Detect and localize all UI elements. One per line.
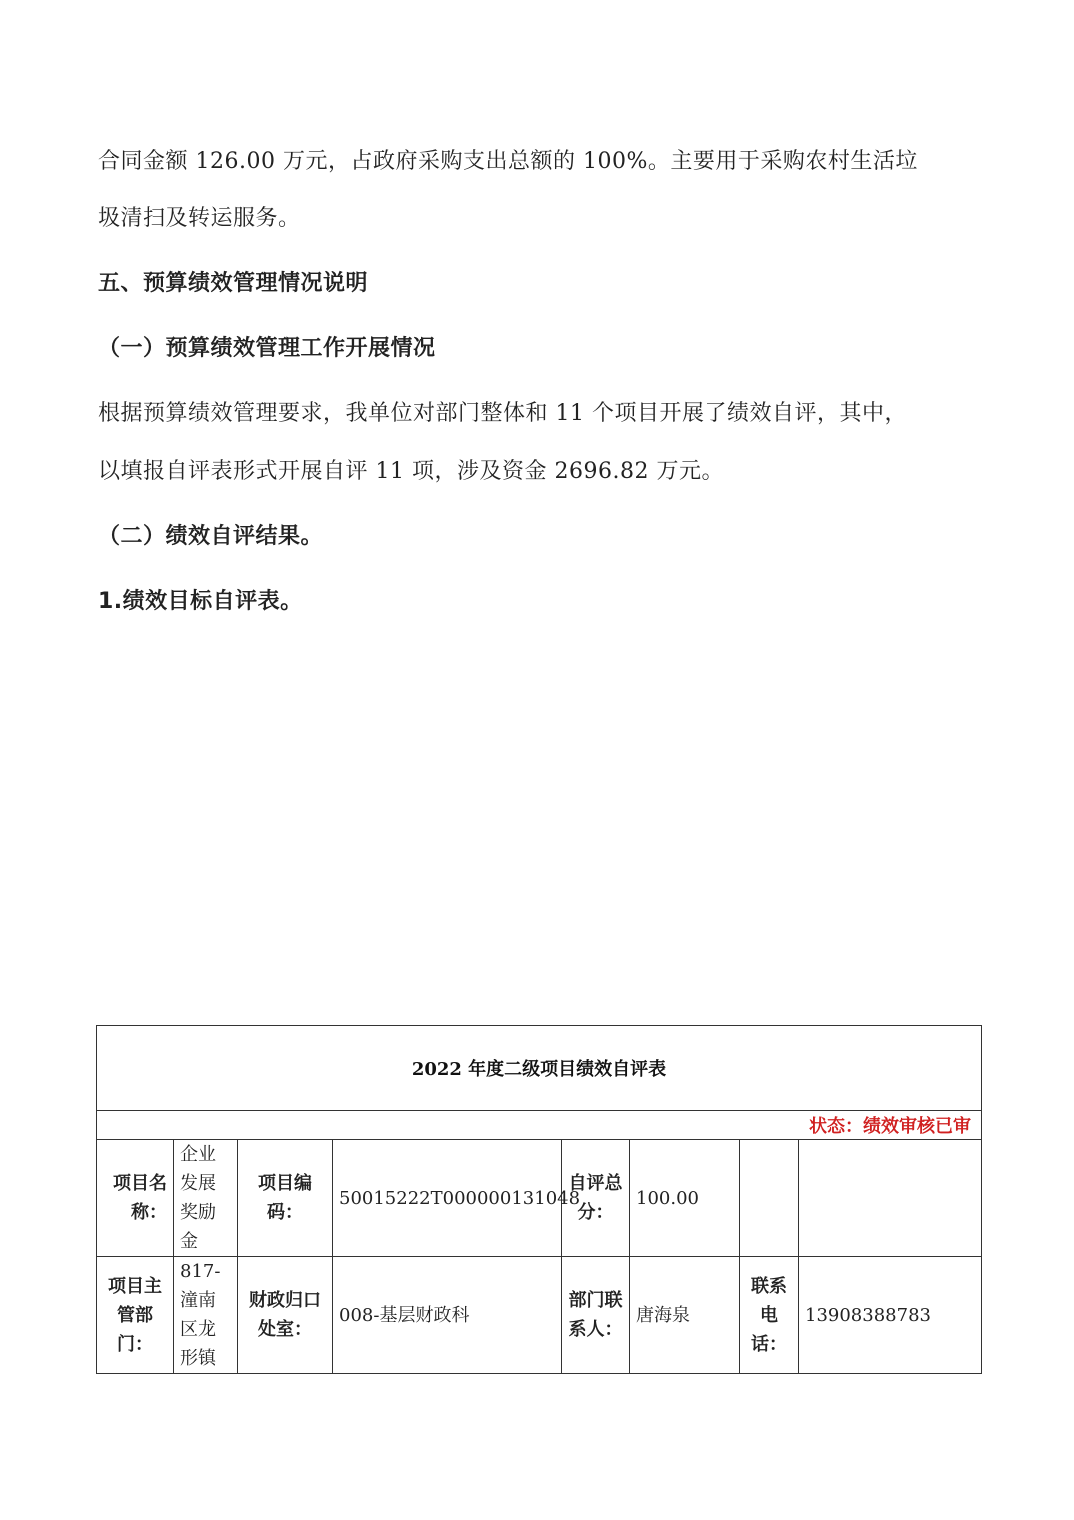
subheading-1: （一）预算绩效管理工作开展情况 [98,336,436,361]
phone-value: 13908388783 [799,1257,982,1374]
finance-office-label: 财政归口处室： [238,1257,333,1374]
self-score-value: 100.00 [630,1140,740,1257]
table-title: 2022 年度二级项目绩效自评表 [97,1026,982,1111]
table-row [97,1140,982,1257]
empty-cell [740,1140,799,1257]
status-badge: 状态：绩效审核已审 [97,1111,982,1140]
project-name-value: 企业发展奖励金 [174,1140,238,1257]
section-heading-5: 五、预算绩效管理情况说明 [98,271,369,296]
contact-person-label: 部门联系人： [562,1257,630,1374]
subheading-2: （二）绩效自评结果。 [98,524,324,549]
department-label: 项目主管部门： [97,1257,174,1374]
empty-cell [799,1140,982,1257]
self-score-label: 自评总分： [562,1140,630,1257]
department-value: 817-潼南区龙形镇 [174,1257,238,1374]
evaluation-table [96,1025,982,1374]
item-1: 1.绩效目标自评表。 [98,589,303,614]
finance-office-value: 008-基层财政科 [333,1257,562,1374]
paragraph-1-line-1: 合同金额 126.00 万元，占政府采购支出总额的 100%。主要用于采购农村生活垃 [98,149,918,174]
project-name-label: 项目名称： [97,1140,174,1257]
paragraph-1-line-2: 圾清扫及转运服务。 [98,206,301,231]
project-code-value: 50015222T000000131048 [333,1140,562,1257]
phone-label: 联系电话： [740,1257,799,1374]
table-row [97,1257,982,1374]
paragraph-2-line-2: 以填报自评表形式开展自评 11 项，涉及资金 2696.82 万元。 [98,459,724,484]
paragraph-2-line-1: 根据预算绩效管理要求，我单位对部门整体和 11 个项目开展了绩效自评，其中， [98,401,907,426]
project-code-label: 项目编码： [238,1140,333,1257]
contact-person-value: 唐海泉 [630,1257,740,1374]
